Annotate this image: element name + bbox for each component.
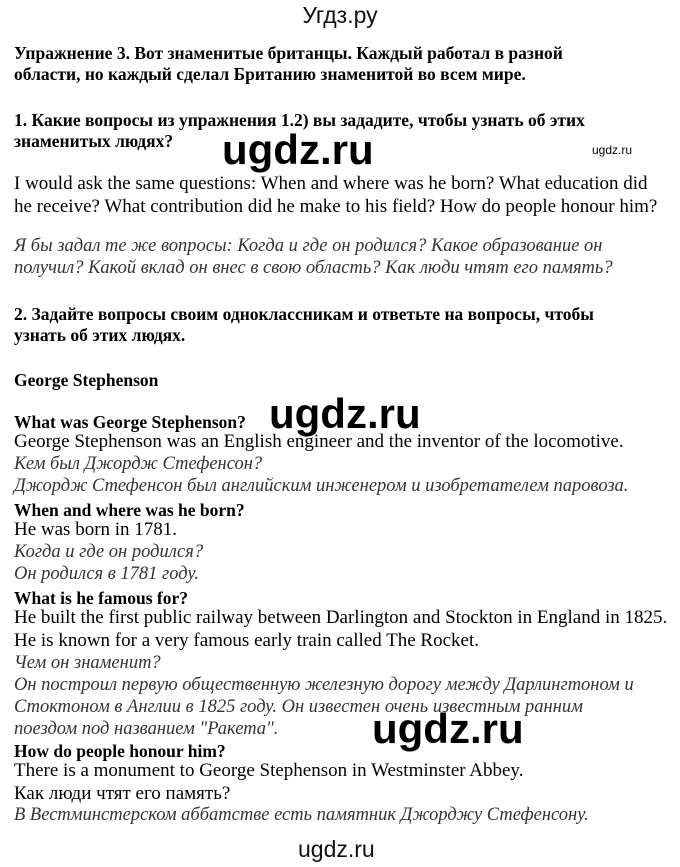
question-2: When and where was he born? <box>14 500 245 520</box>
watermark-small-1: ugdz.ru <box>592 143 633 157</box>
question-2-ru: Когда и где он родился? <box>14 542 204 562</box>
question-3-ru: Чем он знаменит? <box>14 653 161 673</box>
task1-answer-en-line2: he receive? What contribution did he make to his field? How do people honour him? <box>14 196 658 217</box>
watermark-large-1: ugdz.ru <box>222 126 374 173</box>
answer-2-ru: Он родился в 1781 году. <box>14 564 200 584</box>
question-1-ru: Кем был Джордж Стефенсон? <box>14 454 263 474</box>
answer-2-en: He was born in 1781. <box>14 519 178 540</box>
answer-3-ru-line2: Стоктоном в Англии в 1825 году. Он известен очень известным ранним <box>14 697 583 717</box>
site-title: Угдз.ру <box>302 2 378 28</box>
exercise-title-line1: Упражнение 3. Вот знаменитые британцы. Каждый работал в разной <box>14 43 563 63</box>
answer-3-en-line2: He is known for a very famous early train called The Rocket. <box>14 630 479 651</box>
watermark-large-2: ugdz.ru <box>269 390 421 437</box>
answer-4-ru: В Вестминстерском аббатстве есть памятник Джорджу Стефенсону. <box>14 805 589 825</box>
question-3: What is he famous for? <box>14 588 189 608</box>
answer-3-en-line1: He built the first public railway between Darlington and Stockton in England in 1825. <box>14 607 668 628</box>
answer-1-ru: Джордж Стефенсон был английским инженером и изобретателем паровоза. <box>14 476 629 496</box>
task1-answer-ru-line1: Я бы задал те же вопросы: Когда и где он родился? Какое образование он <box>14 236 603 256</box>
answer-1-en: George Stephenson was an English engineer and the inventor of the locomotive. <box>14 431 624 452</box>
footer-site: ugdz.ru <box>298 836 375 862</box>
task1-answer-ru-line2: получил? Какой вклад он внес в свою область? Как люди чтят его память? <box>14 258 613 278</box>
person-name: George Stephenson <box>14 370 159 390</box>
watermark-large-3: ugdz.ru <box>372 705 524 752</box>
question-1: What was George Stephenson? <box>14 412 246 432</box>
answer-3-ru-line1: Он построил первую общественную железную дорогу между Дарлингтоном и <box>14 675 634 695</box>
task2-question-line1: 2. Задайте вопросы своим одноклассникам и ответьте на вопросы, чтобы <box>14 304 594 324</box>
task2-question-line2: узнать об этих людях. <box>14 325 186 345</box>
answer-3-ru-line3: поездом под названием "Ракета". <box>14 719 279 739</box>
answer-4-en: There is a monument to George Stephenson in Westminster Abbey. <box>14 760 524 781</box>
question-4: How do people honour him? <box>14 741 226 761</box>
task1-question-line1: 1. Какие вопросы из упражнения 1.2) вы зададите, чтобы узнать об этих <box>14 110 585 130</box>
exercise-title-line2: области, но каждый сделал Британию знаменитой во всем мире. <box>14 64 526 84</box>
task1-question-line2: знаменитых людях? <box>14 131 174 151</box>
question-4-ru: Как люди чтят его память? <box>14 783 231 804</box>
task1-answer-en-line1: I would ask the same questions: When and where was he born? What education did <box>14 173 648 194</box>
